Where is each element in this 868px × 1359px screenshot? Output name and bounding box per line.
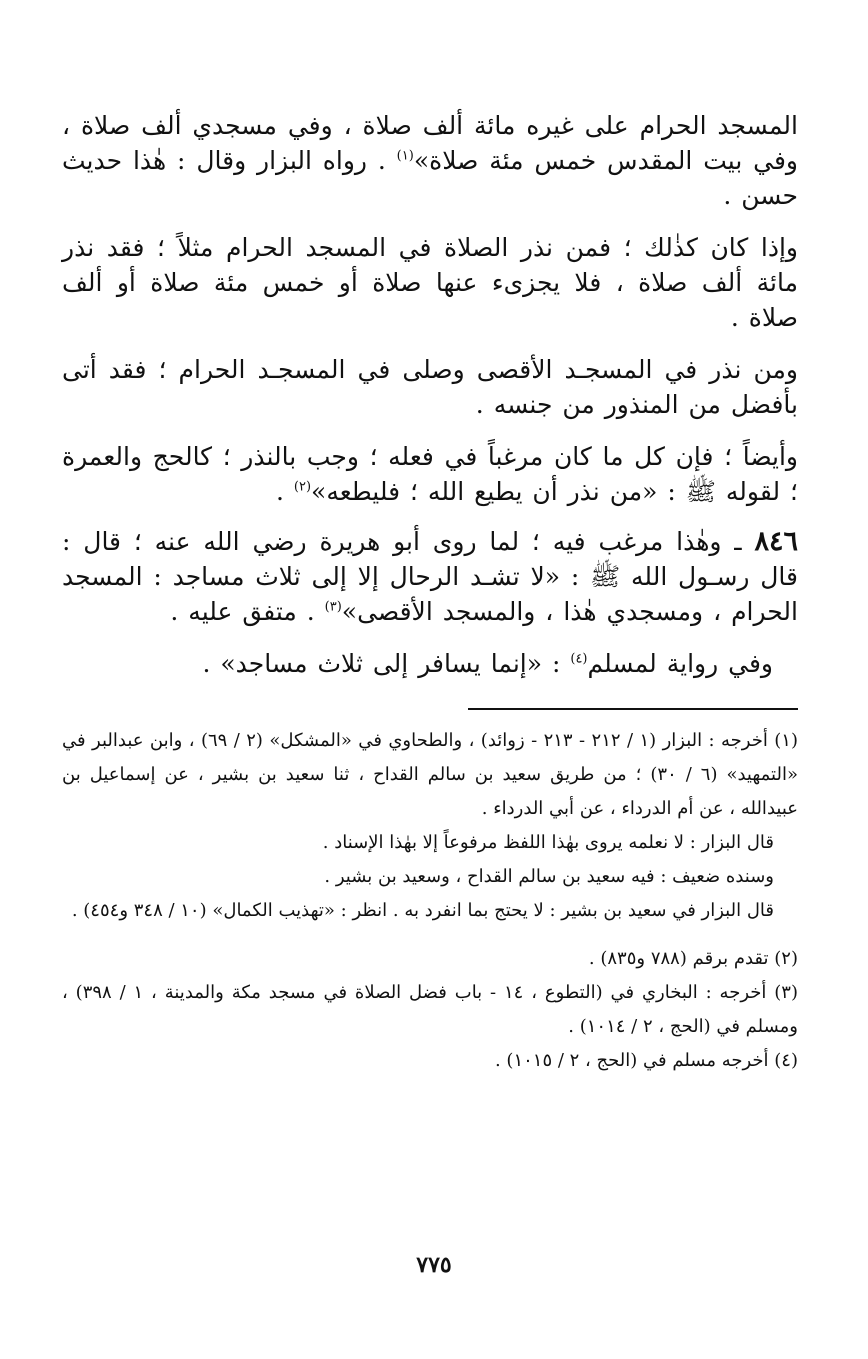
main-text	[62, 108, 798, 681]
footnote-4: (٤) أخرجه مسلم في (الحج ، ٢ / ١٠١٥) .	[494, 1050, 798, 1071]
paragraph-text: ـ وهٰذا مرغب فيه ؛ لما روى أبو هريرة رضي الله عنه ؛ قال : قال رسـول الله ﷺ : «لا تشـد الرحال إلا إلى ثلاث مساجد : المسجد الحرام ، ومسجدي هٰذا ، والمسجد الأقصى»	[62, 527, 798, 626]
paragraph-text: . رواه البزار وقال : هٰذا حديث حسن .	[62, 146, 798, 210]
paragraph	[62, 439, 798, 509]
footnote-ref: (٢)	[293, 479, 312, 495]
paragraph-text: وأيضاً ؛ فإن كل ما كان مرغباً في فعله ؛ وجب بالنذر ؛ كالحج والعمرة ؛ لقوله ﷺ : «من نذر أن يطيع الله ؛ فليطعه»	[62, 442, 798, 506]
footnote-separator	[468, 708, 798, 710]
footnote-3: (٣) أخرجه : البخاري في (التطوع ، ١٤ - باب فضل الصلاة في مسجد مكة والمدينة ، ١ / ٣٩٨) ، ومسلم في (الحج ، ٢ / ١٠١٤) .	[62, 982, 798, 1037]
paragraph	[62, 524, 798, 629]
footnote-1-note: وسنده ضعيف : فيه سعيد بن سالم القداح ، وسعيد بن بشير .	[324, 866, 774, 887]
footnote-1-note: قال البزار في سعيد بن بشير : لا يحتج بما انفرد به . انظر : «تهذيب الكمال» (١٠ / ٣٤٨ و٤٥٤) .	[71, 900, 774, 921]
footnote-ref: (٤)	[570, 651, 588, 667]
footnotes	[62, 724, 798, 1078]
footnote-2: (٢) تقدم برقم (٧٨٨ و٨٣٥) .	[588, 948, 798, 969]
hadith-number: ٨٤٦	[754, 526, 798, 557]
paragraph-text: : «إنما يسافر إلى ثلاث مساجد» .	[202, 649, 571, 678]
paragraph-text: . متفق عليه .	[170, 597, 325, 626]
paragraph-text: وفي رواية لمسلم	[587, 649, 773, 678]
paragraph	[62, 108, 798, 213]
footnote-ref: (١)	[396, 148, 414, 164]
footnote-1-note: قال البزار : لا نعلمه يروى بهٰذا اللفظ مرفوعاً إلا بهٰذا الإسناد .	[322, 832, 774, 853]
page-number: ٧٧٥	[416, 1252, 452, 1278]
paragraph-text: المسجد الحرام على غيره مائة ألف صلاة ، وفي مسجدي ألف صلاة ، وفي بيت المقدس خمس مئة صلاة»	[62, 111, 799, 175]
footnote-1: (١) أخرجه : البزار (١ / ٢١٢ - ٢١٣ - زوائد) ، والطحاوي في «المشكل» (٢ / ٦٩) ، وابن عبدالبر في «التمهيد» (٦ / ٣٠) ؛ من طريق سعيد بن سالم القداح ، ثنا سعيد بن بشير ، عن إسماعيل بن عبيدالله ، عن أم الدرداء ، عن أبي الدرداء .	[62, 730, 798, 819]
paragraph: ومن نذر في المسجـد الأقصى وصلى في المسجـد الحرام ؛ فقد أتى بأفضل من المنذور من جنسه .	[62, 355, 798, 419]
footnote-ref: (٣)	[324, 599, 342, 615]
paragraph: وإذا كان كذٰلك ؛ فمن نذر الصلاة في المسجد الحرام مثلاً ؛ فقد نذر مائة ألف صلاة ، فلا يجزىء عنها صلاة أو خمس مئة صلاة أو ألف صلاة .	[62, 233, 798, 332]
paragraph	[62, 646, 798, 681]
paragraph-text: .	[275, 477, 294, 506]
